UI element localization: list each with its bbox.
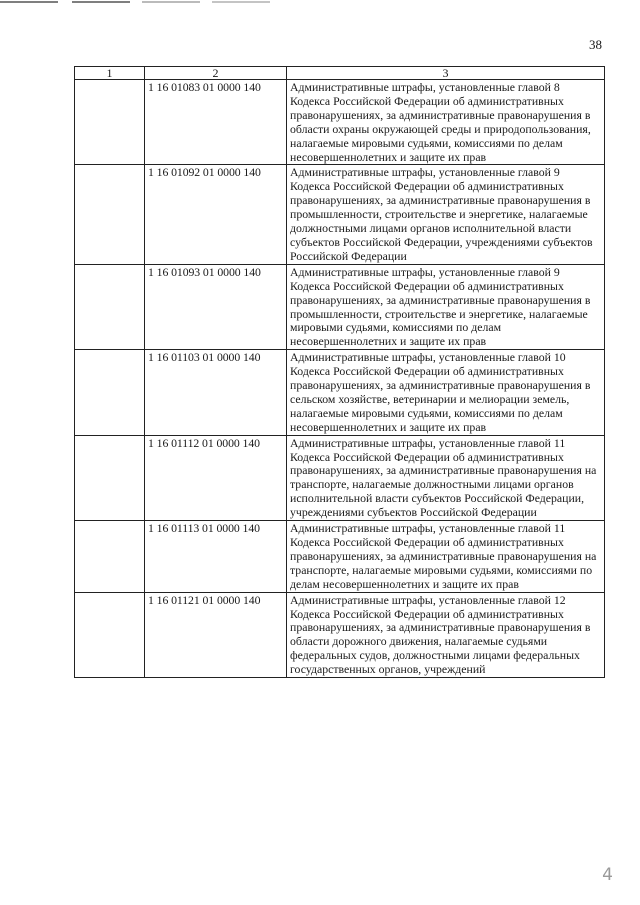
code-description: Административные штрафы, установленные главой 10 Кодекса Российской Федерации об административных правонарушениях, за административные правонарушения в сельском хозяйстве, ветеринарии и мелиорации земель, налагаемые мировыми судьями, комиссиями по делам несовершеннолетних и защите их прав [287,350,605,435]
row-first-cell [75,264,145,349]
scan-edge-marks [0,0,640,6]
table-row [75,435,605,520]
row-first-cell [75,165,145,264]
code-description: Административные штрафы, установленные главой 9 Кодекса Российской Федерации об административных правонарушениях, за административные правонарушения в промышленности, строительстве и энергетике, налагаемые должностными лицами органов исполнительной власти субъектов Российской Федерации, учреждениями субъектов Российской Федерации [287,165,605,264]
budget-code: 1 16 01083 01 0000 140 [145,80,287,165]
budget-code: 1 16 01092 01 0000 140 [145,165,287,264]
table-header [75,67,605,80]
budget-code: 1 16 01121 01 0000 140 [145,592,287,677]
row-first-cell [75,592,145,677]
column-header-2: 2 [145,67,287,80]
code-description: Административные штрафы, установленные главой 8 Кодекса Российской Федерации об административных правонарушениях, за административные правонарушения в области охраны окружающей среды и природопользования, налагаемые мировыми судьями, комиссиями по делам несовершеннолетних и защите их прав [287,80,605,165]
code-description: Административные штрафы, установленные главой 12 Кодекса Российской Федерации об административных правонарушениях, за административные правонарушения в области дорожного движения, налагаемые судьями федеральных судов, должностными лицами федеральных государственных органов, учреждений [287,592,605,677]
table-row [75,592,605,677]
handwritten-page-stamp: 4 [602,865,614,885]
row-first-cell [75,350,145,435]
table-row [75,264,605,349]
page-number: 38 [589,37,602,52]
table-row [75,165,605,264]
budget-code: 1 16 01103 01 0000 140 [145,350,287,435]
code-description: Административные штрафы, установленные главой 11 Кодекса Российской Федерации об административных правонарушениях, за административные правонарушения на транспорте, налагаемые мировыми судьями, комиссиями по делам несовершеннолетних и защите их прав [287,521,605,593]
table-row [75,521,605,593]
code-description: Административные штрафы, установленные главой 11 Кодекса Российской Федерации об административных правонарушениях, за административные правонарушения на транспорте, налагаемые должностными лицами органов исполнительной власти субъектов Российской Федерации, учреждениями субъектов Российской Федерации [287,435,605,520]
code-description: Административные штрафы, установленные главой 9 Кодекса Российской Федерации об административных правонарушениях, за административные правонарушения в промышленности, строительстве и энергетике, налагаемые мировыми судьями, комиссиями по делам несовершеннолетних и защите их прав [287,264,605,349]
column-header-3: 3 [287,67,605,80]
row-first-cell [75,435,145,520]
budget-codes-table [74,66,605,678]
table-row [75,80,605,165]
budget-code: 1 16 01113 01 0000 140 [145,521,287,593]
table-row [75,350,605,435]
row-first-cell [75,521,145,593]
column-header-1: 1 [75,67,145,80]
budget-code: 1 16 01093 01 0000 140 [145,264,287,349]
row-first-cell [75,80,145,165]
budget-code: 1 16 01112 01 0000 140 [145,435,287,520]
